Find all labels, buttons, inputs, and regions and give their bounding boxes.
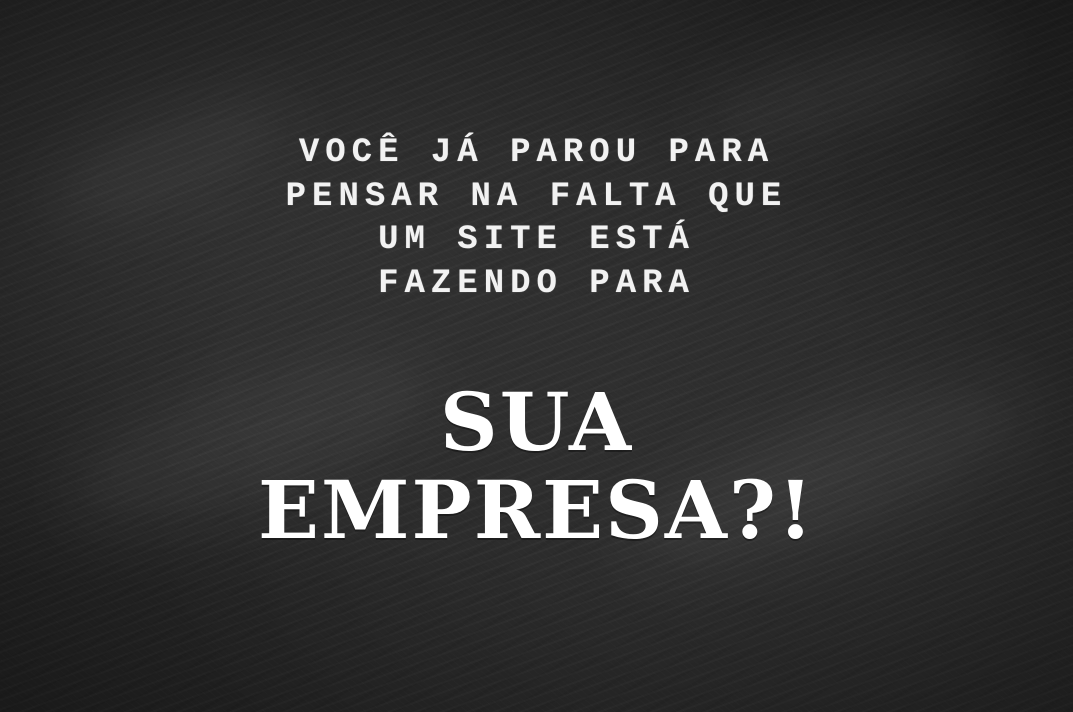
headline xyxy=(0,375,1073,557)
intro-line: VOCÊ JÁ PAROU PARA xyxy=(298,134,775,172)
intro-line: UM SITE ESTÁ xyxy=(378,221,695,259)
intro-line: PENSAR NA FALTA QUE xyxy=(285,177,788,216)
intro-line: FAZENDO PARA xyxy=(378,264,695,303)
headline-line: SUA xyxy=(439,375,634,469)
headline-line: EMPRESA?! xyxy=(258,463,815,557)
intro-text xyxy=(0,132,1073,306)
